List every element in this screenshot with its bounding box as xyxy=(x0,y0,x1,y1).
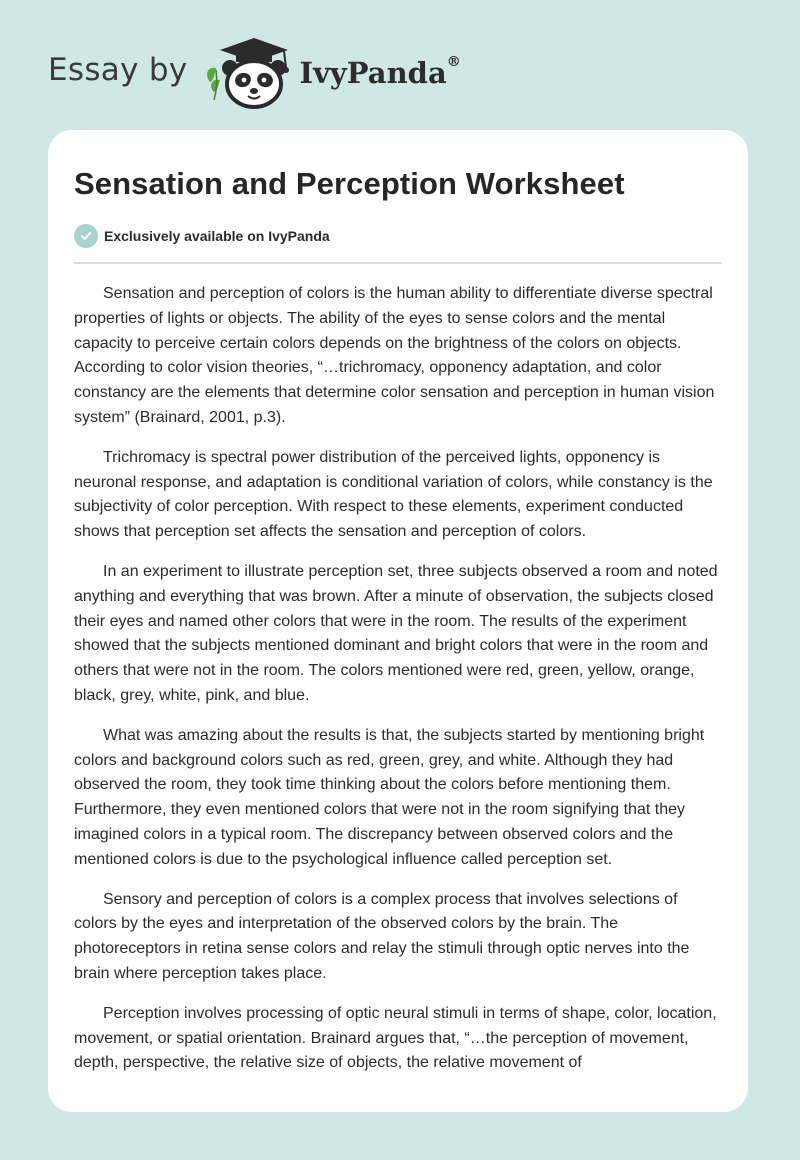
panda-graduation-cap-icon[interactable] xyxy=(202,30,298,110)
exclusive-badge-label: Exclusively available on IvyPanda xyxy=(104,228,330,244)
paragraph: What was amazing about the results is that, the subjects started by mentioning bright colors and background colors such as red, green, grey, and white. Although they had observed the room, they took time thinking about the colors before mentioning them. Furthermore, they even mentioned colors that were not in the room signifying that they imagined colors in a typical room. The discrepancy between observed colors and the mentioned colors is due to the psychological influence called perception set. xyxy=(74,726,705,868)
paragraph: Trichromacy is spectral power distribution of the perceived lights, opponency is neuronal response, and adaptation is conditional variation of colors, while constancy is the subjectivity of color perception. With respect to these elements, experiment conducted shows that perception set affects the sensation and perception of colors. xyxy=(74,448,713,541)
site-header xyxy=(48,30,461,110)
paragraph: Perception involves processing of optic neural stimuli in terms of shape, color, location, movement, or spatial orientation. Brainard argues that, “…the perception of movement, depth, perspective, the relative size of objects, the relative movement of xyxy=(74,1004,717,1072)
registered-mark: ® xyxy=(446,54,461,71)
paragraph: Sensation and perception of colors is the human ability to differentiate diverse spectral properties of lights or objects. The ability of the eyes to sense colors and the mental capacity to perceive certain colors depends on the brightness of the colors on objects. According to color vision theories, “…trichromacy, opponency adaptation, and color constancy are the elements that determine color sensation and perception in human vision system” (Brainard, 2001, p.3). xyxy=(74,285,715,426)
article-title: Sensation and Perception Worksheet xyxy=(74,166,625,201)
article-card xyxy=(48,130,748,1112)
divider xyxy=(74,262,722,264)
brand-name: IvyPanda® xyxy=(299,54,461,90)
essay-by-label: Essay by xyxy=(48,52,188,88)
article-body xyxy=(74,282,722,1076)
exclusive-badge xyxy=(74,224,722,248)
check-icon xyxy=(74,224,98,248)
paragraph: In an experiment to illustrate perception set, three subjects observed a room and noted anything and everything that was brown. After a minute of observation, the subjects closed their eyes and named other colors that were in the room. The results of the experiment showed that the subjects mentioned dominant and bright colors that were in the room and others that were not in the room. The colors mentioned were red, green, yellow, orange, black, grey, white, pink, and blue. xyxy=(74,562,718,704)
paragraph: Sensory and perception of colors is a complex process that involves selections of colors by the eyes and interpretation of the observed colors by the brain. The photoreceptors in retina sense colors and relay the stimuli through optic nerves into the brain where perception takes place. xyxy=(74,890,690,982)
